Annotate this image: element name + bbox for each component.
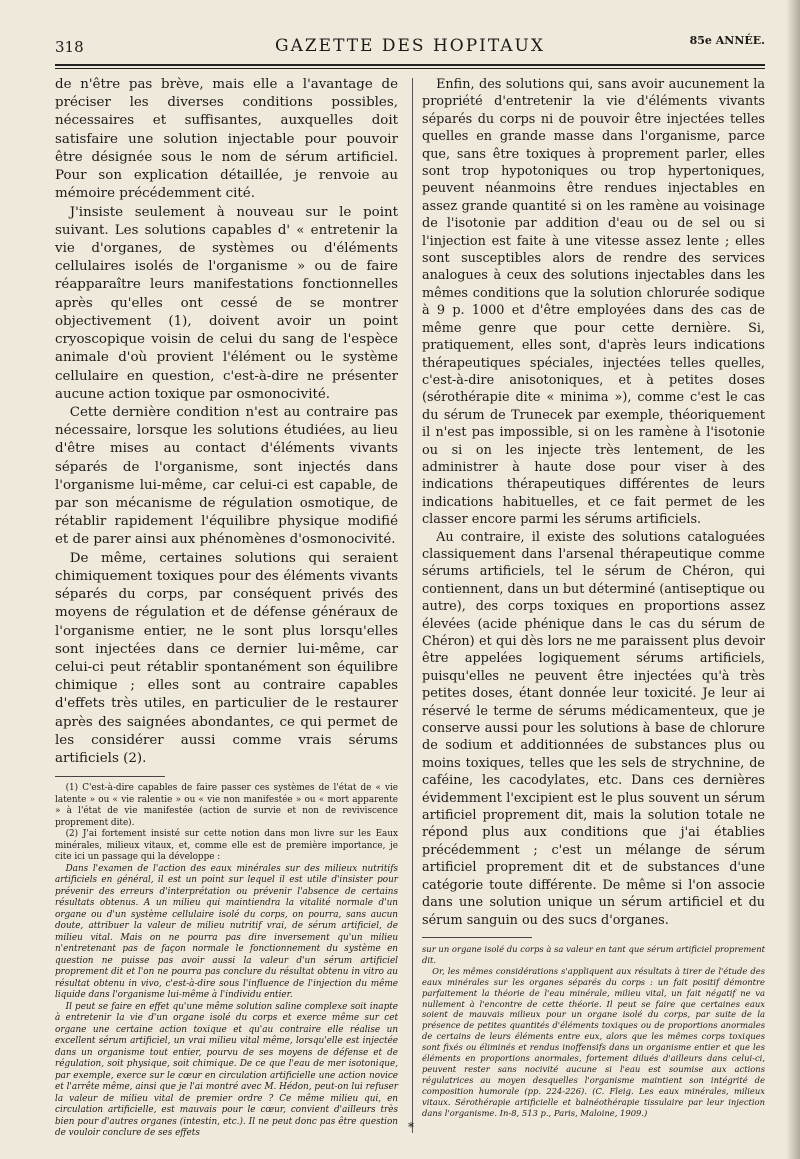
header-rule-thin [55, 68, 765, 69]
header-rule-thick [55, 64, 765, 66]
paragraph: J'insiste seulement à nouveau sur le point suivant. Les solutions capables d' « entretenir la vie d'organes, de systèmes ou d'éléments cellulaires isolés de l'organisme » ou de faire réapparaître leurs manifestations fonctionnelles après qu'elles ont cessé de se montrer objectivement (1), doivent avoir un point cryoscopique voisin de celui du sang de l'espèce animale d'où provient l'élément ou le système cellulaire en question, c'est-à-dire ne présenter aucune action toxique par osmonocivité. [55, 204, 398, 402]
left-body [55, 76, 398, 768]
binding-shadow [786, 0, 800, 1159]
footnote-quote: sur un organe isolé du corps à sa valeur en tant que sérum artificiel proprement dit. [422, 943, 765, 965]
left-footnotes [55, 783, 398, 1140]
right-column [422, 76, 765, 1119]
footer-marker: * [408, 1120, 414, 1134]
footnote-quote: Dans l'examen de l'action des eaux minérales sur des milieux nutritifs artificiels en général, il est un point sur lequel il est utile d'insister pour prévenir des erreurs d'interprétation ou prévenir l'absence de certains résultats obtenus. A un milieu qui maintiendra la vitalité normale d'un organe ou d'un système cellulaire isolé du corps, on pourra, sans aucun doute, attribuer la valeur de milieu nutritif vrai, de sérum artificiel, de milieu vital. Mais on ne pourra pas dire inversement qu'un milieu n'entretenant pas de façon normale le fonctionnement du système en question ne puisse pas avoir aussi la valeur d'un sérum artificiel proprement dit et l'on ne pourra pas conclure du résultat obtenu in vitro au résultat obtenu in vivo, c'est-à-dire sous l'influence de l'injection du même liquide dans l'organisme lui-même à l'individu entier. [55, 863, 398, 1001]
paragraph: de n'être pas brève, mais elle a l'avantage de préciser les diverses conditions possibles, nécessaires et suffisantes, auxquelles doit satisfaire une solution injectable pour pouvoir être désignée sous le nom de sérum artificiel. Pour son explication détaillée, je renvoie au mémoire précédemment cité. [55, 77, 398, 202]
footnote: (1) C'est-à-dire capables de faire passer ces systèmes de l'état de « vie latente » ou « vie ralentie » ou « vie non manifestée » ou « mort apparente » à l'état de vie manifestée (action de survie et non de reviviscence proprement dite). [55, 783, 398, 828]
paragraph: Au contraire, il existe des solutions cataloguées classiquement dans l'arsenal thérapeutique comme sérums artificiels, tel le sérum de Chéron, qui contiennent, dans un but déterminé (antiseptique ou autre), des corps toxiques en proportions assez élevées (acide phénique dans le cas du sérum de Chéron) et qui dès lors ne me paraissent plus devoir être appelées logiquement sérums artificiels, puisqu'elles ne peuvent être injectées qu'à très petites doses, étant donnée leur toxicité. Je leur ai réservé le terme de sérums médicamenteux, que je conserve aussi pour les solutions à base de chlorure de sodium et additionnées de substances plus ou moins toxiques, telles que les sels de strychnine, de caféine, les cacodylates, etc. Dans ces dernières évidemment l'excipient est le plus souvent un sérum artificiel proprement dit, mais la solution totale ne répond plus aux conditions que j'ai établies précédemment ; c'est un mélange de sérum artificiel proprement dit et de substances d'une catégorie toute différente. De même si l'on associe dans une solution unique un sérum artificiel et du sérum sanguin ou des sucs d'organes. [422, 529, 765, 928]
column-divider [412, 78, 413, 1133]
right-footnotes [422, 944, 765, 1119]
page-header [55, 34, 765, 60]
footnote-rule [55, 776, 165, 777]
footnote-rule [422, 937, 532, 938]
right-body [422, 76, 765, 929]
paragraph: Cette dernière condition n'est au contraire pas nécessaire, lorsque les solutions étudiées, au lieu d'être mises au contact d'éléments vivants séparés de l'organisme, sont injectés dans l'organisme lui-même, car celui-ci est capable, de par son mécanisme de régulation osmotique, de rétablir rapidement l'équilibre physique modifié et de parer ainsi aux phénomènes d'osmonocivité. [55, 404, 398, 548]
page-number: 318 [55, 38, 84, 56]
paragraph: De même, certaines solutions qui seraient chimiquement toxiques pour des éléments vivants séparés du corps, par conséquent privés des moyens de régulation et de défense généraux de l'organisme entier, ne le sont plus lorsqu'elles sont injectées dans ce dernier lui-même, car celui-ci peut rétablir spontanément son équilibre chimique ; elles sont au contraire capables d'effets très utiles, en particulier de le restaurer après des saignées abondantes, ce qui permet de les considérer aussi comme vrais sérums artificiels (2). [55, 550, 398, 767]
left-column [55, 76, 398, 1140]
footnote: (2) J'ai fortement insisté sur cette notion dans mon livre sur les Eaux minérales, milieux vitaux, et, comme elle est de première importance, je cite ici un passage qui la développe : [55, 829, 398, 863]
footnote-quote: Il peut se faire en effet qu'une même solution saline complexe soit inapte à entretenir la vie d'un organe isolé du corps et exerce même sur cet organe une certaine action toxique et qu'au contraire elle réalise un excellent sérum artificiel, un vrai milieu vital même, lorsqu'elle est injectée dans un organisme tout entier, pourvu de ses moyens de défense et de régulation, soit physique, soit chimique. De ce que l'eau de mer isotonique, par exemple, exerce sur le cœur en circulation artificielle une action novice et l'arrête même, ainsi que je l'ai montré avec M. Hédon, peut-on lui refuser la valeur de milieu vital de premier ordre ? Ce même milieu qui, en circulation artificielle, est mauvais pour le cœur, convient d'ailleurs très bien pour d'autres organes (intestin, etc.). Il ne peut donc pas être question de vouloir conclure de ses effets [55, 1001, 398, 1139]
volume-year: 85e ANNÉE. [689, 34, 765, 47]
journal-title: GAZETTE DES HOPITAUX [274, 36, 545, 56]
footnote-quote: Or, les mêmes considérations s'appliquent aux résultats à tirer de l'étude des eaux minérales sur les organes séparés du corps : un fait positif démontre parfaitement la théorie de l'eau minérale, milieu vital, un fait négatif ne va nullement à l'encontre de cette théorie. Il peut se faire que certaines eaux soient de mauvais milieux pour un organe isolé du corps, par suite de la présence de petites quantités d'éléments toxiques ou de proportions anormales de certains de leurs éléments entre eux, alors que les mêmes corps toxiques sont fixés ou éliminés et rendus inoffensifs dans un organisme entier et que les éléments en proportions anormales, fortement dilués d'ailleurs dans celui-ci, peuvent rester sans nocivité aucune si l'eau est soumise aux actions régulatrices au moyen desquelles l'organisme maintient son intégrité de composition humorale (pp. 224-226). (C. Fleig. Les eaux minérales, milieux vitaux. Sérothérapie artificielle et balnéothérapie tissulaire par leur injection dans l'organisme. In-8, 513 p., Paris, Maloine, 1909.) [422, 965, 765, 1118]
paragraph: Enfin, des solutions qui, sans avoir aucunement la propriété d'entretenir la vie d'éléments vivants séparés du corps ni de pouvoir être injectées telles quelles en grande masse dans l'organisme, parce que, sans être toxiques à proprement parler, elles sont trop hypotoniques ou trop hypertoniques, peuvent néanmoins être rendues injectables en assez grande quantité si on les ramène au voisinage de l'isotonie par addition d'eau ou de sel ou si l'injection est faite à une vitesse assez lente ; elles sont susceptibles alors de rendre des services analogues à ceux des solutions injectables dans les mêmes conditions que la solution chlorurée sodique à 9 p. 1000 et d'être employées dans des cas de même genre que pour cette dernière. Si, pratiquement, elles sont, d'après leurs indications thérapeutiques spéciales, injectées telles quelles, c'est-à-dire anisotoniques, et à petites doses (sérothérapie dite « minima »), comme c'est le cas du sérum de Trunecek par exemple, théoriquement il n'est pas impossible, si on les ramène à l'isotonie ou si on les injecte très lentement, de les administrer à haute dose pour viser à des indications thérapeutiques différentes de leurs indications habituelles, et ce fait permet de les classer encore parmi les sérums artificiels. [422, 77, 765, 528]
